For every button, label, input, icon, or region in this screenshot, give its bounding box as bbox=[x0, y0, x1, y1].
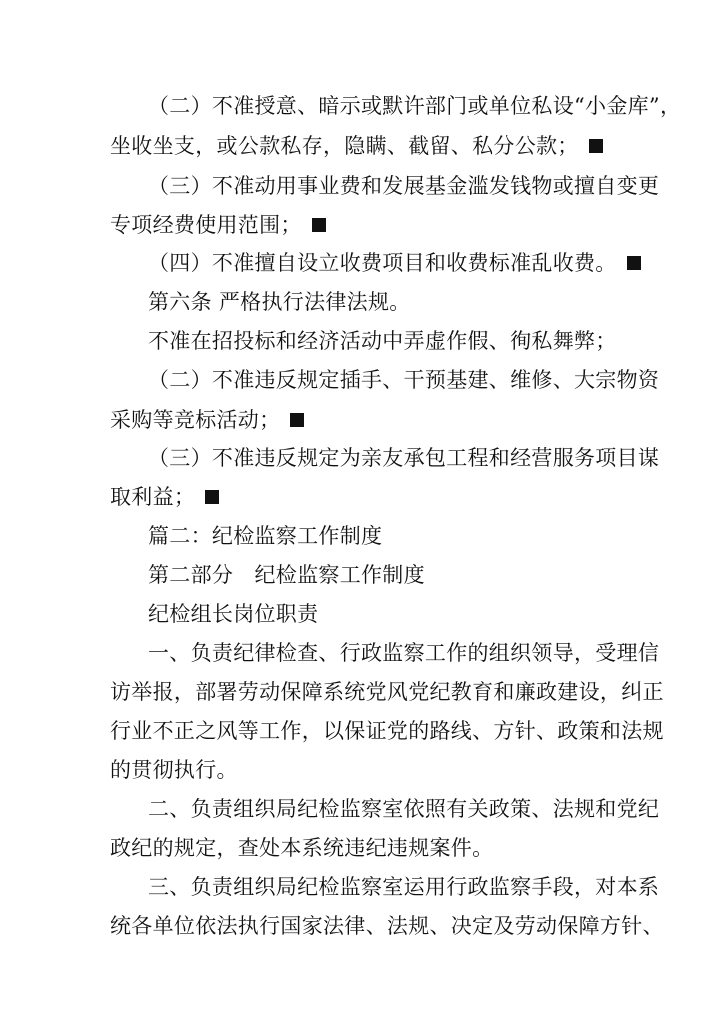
text-line bbox=[110, 483, 630, 511]
text-line bbox=[110, 678, 664, 706]
line-text: 一、负责纪律检查、行政监察工作的组织领导，受理信 bbox=[148, 641, 660, 665]
line-text: （四）不准擅自设立收费项目和收费标准乱收费。 bbox=[148, 251, 617, 275]
line-text: 行业不正之风等工作，以保证党的路线、方针、政策和法规 bbox=[110, 719, 664, 743]
line-text: 不准在招投标和经济活动中弄虚作假、徇私舞弊； bbox=[148, 329, 617, 353]
text-line bbox=[148, 366, 668, 394]
line-text: 采购等竞标活动； bbox=[110, 408, 281, 432]
black-square-icon bbox=[627, 256, 641, 270]
line-text: 三、负责组织局纪检监察室运用行政监察手段，对本系 bbox=[148, 875, 660, 899]
line-text: 的贯彻执行。 bbox=[110, 758, 238, 782]
line-text: （三）不准动用事业费和发展基金滥发钱物或擅自变更 bbox=[148, 174, 660, 198]
text-line bbox=[110, 211, 630, 239]
text-line bbox=[110, 717, 664, 745]
line-text: 统各单位依法执行国家法律、法规、决定及劳动保障方针、 bbox=[110, 914, 664, 938]
text-line bbox=[148, 444, 668, 472]
line-text: （三）不准违反规定为亲友承包工程和经营服务项目谋 bbox=[148, 446, 660, 470]
text-line bbox=[148, 873, 668, 901]
line-text: 第六条 严格执行法律法规。 bbox=[148, 290, 411, 314]
text-line bbox=[110, 756, 630, 784]
text-line bbox=[110, 406, 630, 434]
text-line bbox=[148, 639, 668, 667]
line-text: （二）不准违反规定插手、干预基建、维修、大宗物资 bbox=[148, 368, 660, 392]
text-line bbox=[110, 912, 664, 940]
line-text: 取利益； bbox=[110, 485, 196, 509]
line-text: 纪检组长岗位职责 bbox=[148, 602, 319, 626]
black-square-icon bbox=[589, 139, 603, 153]
text-line bbox=[110, 132, 630, 160]
line-text: 第二部分 纪检监察工作制度 bbox=[148, 563, 425, 587]
line-text: 访举报，部署劳动保障系统党风党纪教育和廉政建设，纠正 bbox=[110, 680, 664, 704]
line-text: 政纪的规定，查处本系统违纪违规案件。 bbox=[110, 836, 494, 860]
text-line bbox=[148, 172, 668, 200]
text-line bbox=[148, 288, 668, 316]
line-text: 篇二：纪检监察工作制度 bbox=[148, 524, 383, 548]
line-text: 坐收坐支，或公款私存，隐瞒、截留、私分公款； bbox=[110, 134, 579, 158]
black-square-icon bbox=[290, 413, 304, 427]
text-line bbox=[110, 834, 630, 862]
black-square-icon bbox=[312, 218, 326, 232]
line-text: （二）不准授意、暗示或默许部门或单位私设“小金库”， bbox=[148, 94, 682, 118]
text-line bbox=[148, 795, 668, 823]
text-line bbox=[148, 249, 668, 277]
text-line bbox=[148, 600, 668, 628]
text-line bbox=[148, 561, 668, 589]
black-square-icon bbox=[205, 490, 219, 504]
text-line bbox=[148, 522, 668, 550]
line-text: 二、负责组织局纪检监察室依照有关政策、法规和党纪 bbox=[148, 797, 660, 821]
line-text: 专项经费使用范围； bbox=[110, 213, 302, 237]
text-line bbox=[148, 327, 668, 355]
text-line bbox=[148, 92, 682, 120]
